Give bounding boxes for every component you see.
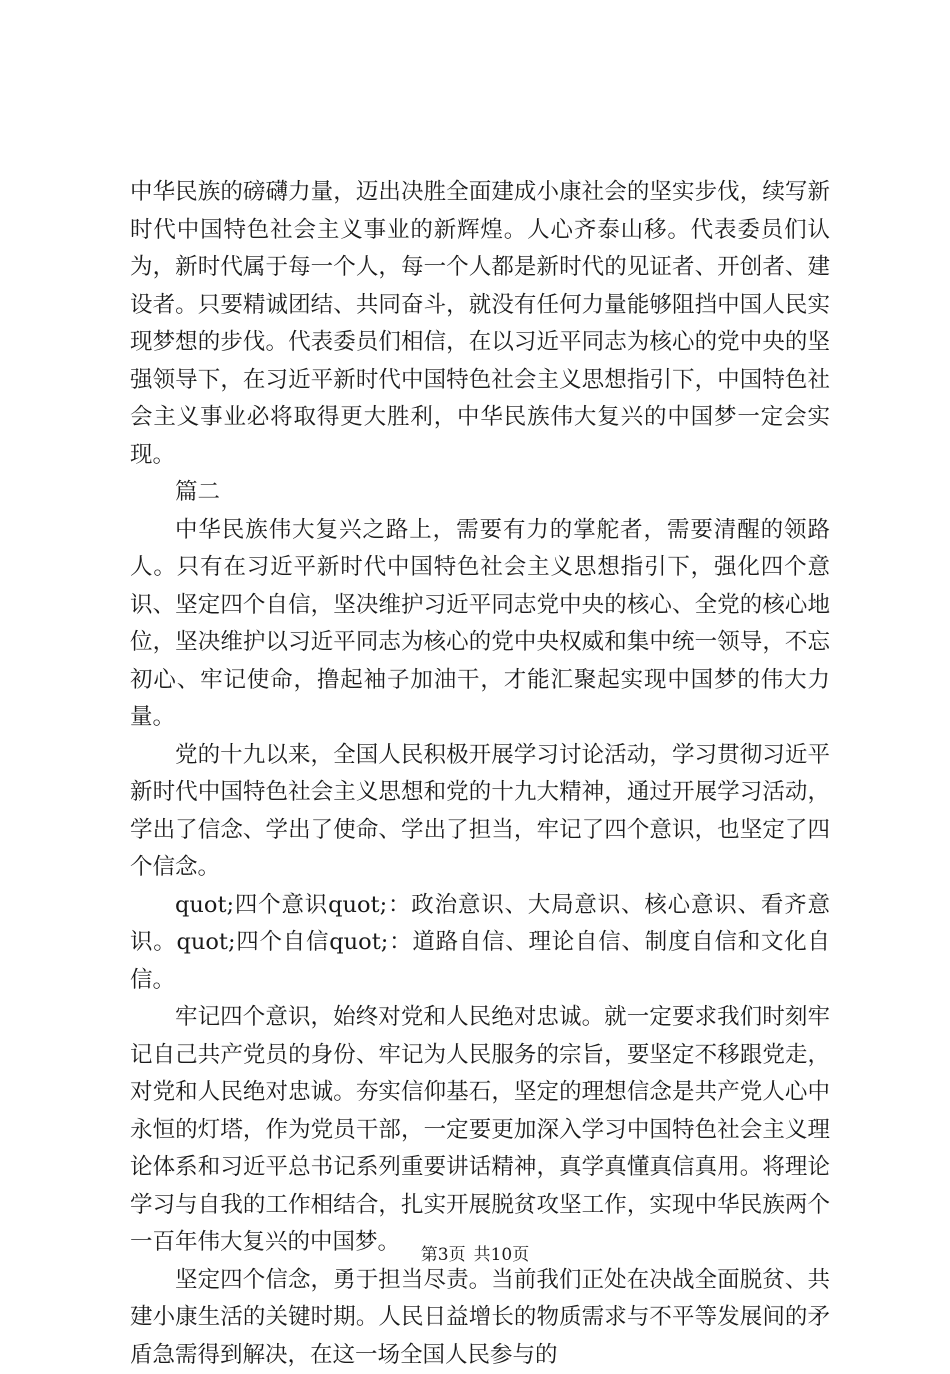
- paragraph-continuation: 中华民族的磅礴力量，迈出决胜全面建成小康社会的坚实步伐，续写新时代中国特色社会主义事业的新辉煌。人心齐泰山移。代表委员们认为，新时代属于每一个人，每一个人都是新时代的见证者、开创者、建设者。只要精诚团结、共同奋斗，就没有任何力量能够阻挡中国人民实现梦想的步伐。代表委员们相信，在以习近平同志为核心的党中央的坚强领导下，在习近平新时代中国特色社会主义思想指引下，中国特色社会主义事业必将取得更大胜利，中华民族伟大复兴的中国梦一定会实现。: [130, 174, 830, 474]
- paragraph: 中华民族伟大复兴之路上，需要有力的掌舵者，需要清醒的领路人。只有在习近平新时代中国特色社会主义思想指引下，强化四个意识、坚定四个自信，坚决维护习近平同志党中央的核心、全党的核心地位，坚决维护以习近平同志为核心的党中央权威和集中统一领导，不忘初心、牢记使命，撸起袖子加油干，才能汇聚起实现中国梦的伟大力量。: [130, 512, 830, 737]
- document-body: [130, 174, 830, 1374]
- page-number: 第3页: [421, 1245, 466, 1265]
- paragraph: 牢记四个意识，始终对党和人民绝对忠诚。就一定要求我们时刻牢记自己共产党员的身份、牢记为人民服务的宗旨，要坚定不移跟党走，对党和人民绝对忠诚。夯实信仰基石，坚定的理想信念是共产党人心中永恒的灯塔，作为党员干部，一定要更加深入学习中国特色社会主义理论体系和习近平总书记系列重要讲话精神，真学真懂真信真用。将理论学习与自我的工作相结合，扎实开展脱贫攻坚工作，实现中华民族两个一百年伟大复兴的中国梦。: [130, 999, 830, 1262]
- page-total: 共10页: [474, 1245, 530, 1265]
- section-heading: 篇二: [130, 474, 830, 512]
- page-footer: [0, 1244, 950, 1266]
- paragraph: quot;四个意识quot;：政治意识、大局意识、核心意识、看齐意识。quot;四个自信quot;：道路自信、理论自信、制度自信和文化自信。: [130, 887, 830, 1000]
- paragraph: 坚定四个信念，勇于担当尽责。当前我们正处在决战全面脱贫、共建小康生活的关键时期。人民日益增长的物质需求与不平等发展间的矛盾急需得到解决，在这一场全国人民参与的: [130, 1262, 830, 1374]
- paragraph: 党的十九以来，全国人民积极开展学习讨论活动，学习贯彻习近平新时代中国特色社会主义思想和党的十九大精神，通过开展学习活动，学出了信念、学出了使命、学出了担当，牢记了四个意识，也坚定了四个信念。: [130, 737, 830, 887]
